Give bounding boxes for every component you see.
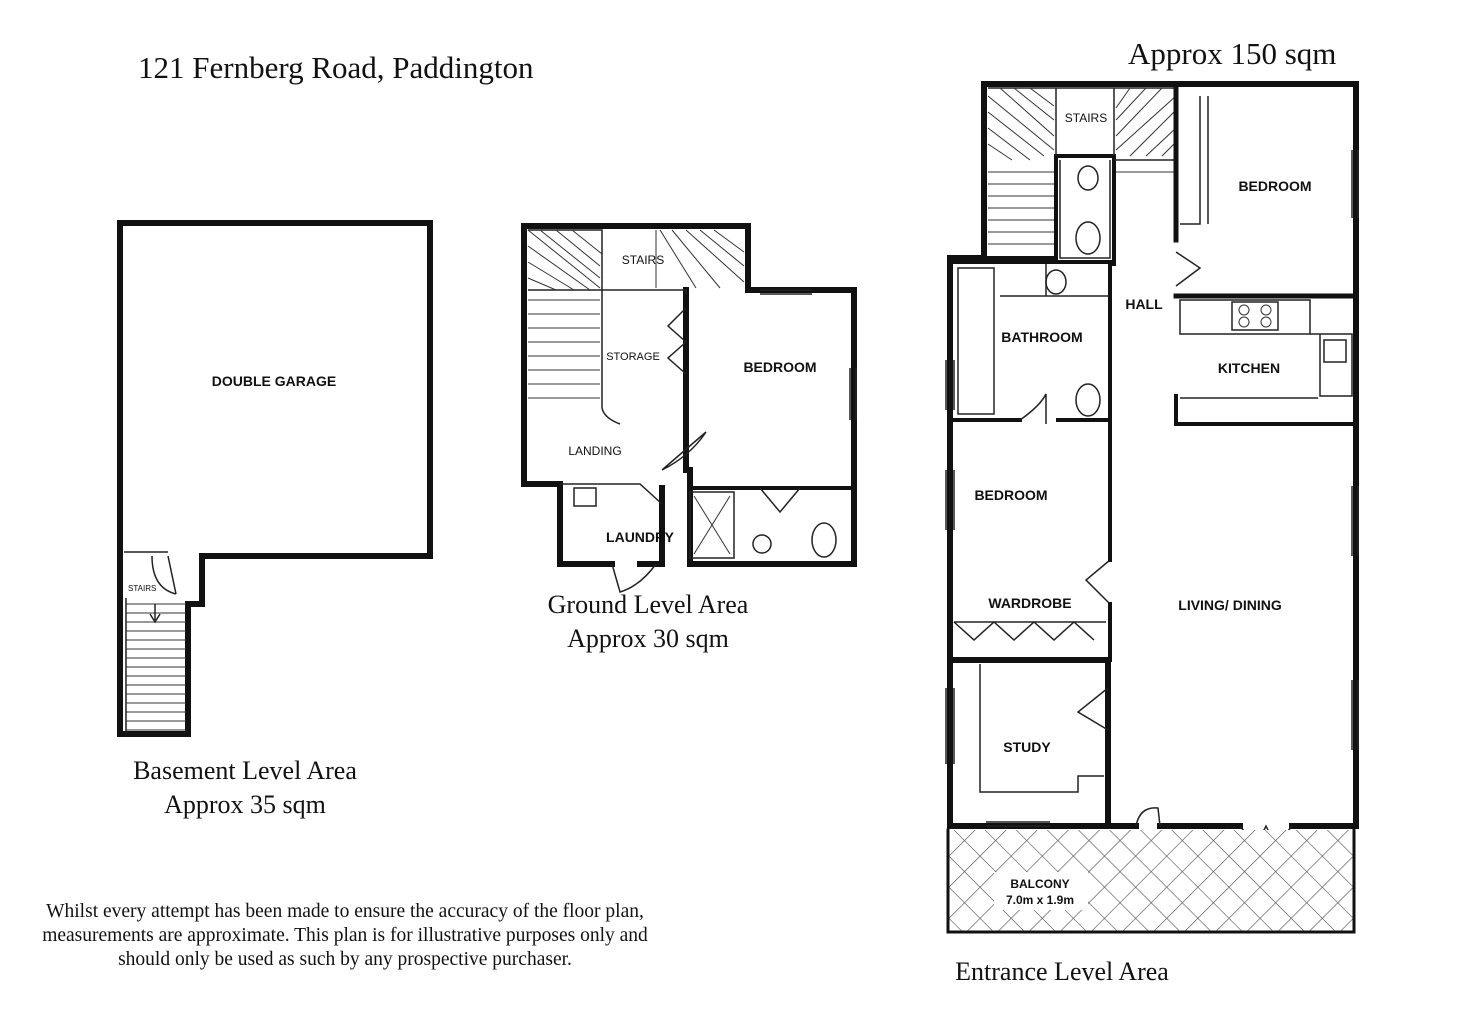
study-door — [1078, 688, 1108, 730]
laundry-door — [612, 564, 656, 592]
bathroom-door — [1020, 394, 1046, 424]
basement-area-name: Basement Level Area — [133, 756, 357, 785]
basement-area-size: Approx 35 sqm — [164, 790, 326, 819]
entry-door — [1136, 808, 1160, 826]
room-hall: HALL — [1125, 296, 1163, 312]
robe-doors — [1180, 96, 1208, 224]
entrance-plan — [946, 84, 1358, 932]
ground-area-name: Ground Level Area — [547, 590, 749, 619]
bathtub — [958, 268, 994, 414]
bathroom-basin — [1046, 270, 1066, 294]
room-bathroom: BATHROOM — [1001, 329, 1083, 345]
room-kitchen: KITCHEN — [1217, 360, 1281, 376]
room-landing: LANDING — [568, 444, 622, 458]
basement-walls — [120, 223, 430, 734]
ground-area-size: Approx 30 sqm — [567, 624, 729, 653]
wardrobe-doors — [954, 622, 1094, 640]
room-balcony: BALCONY — [1010, 877, 1070, 891]
room-laundry: LAUNDRY — [606, 529, 674, 545]
powder-toilet — [1076, 222, 1100, 254]
basement-stair-treads — [126, 598, 186, 734]
disclaimer: Whilst every attempt has been made to ensure the accuracy of the floor plan, measurements are approximate. This plan is for illustrative purposes only and should only be used as such by any prospective purchaser. — [42, 901, 648, 970]
room-ground-stairs: STAIRS — [621, 253, 665, 267]
room-bedroom-2: BEDROOM — [974, 487, 1048, 503]
powder-basin — [1078, 166, 1098, 190]
study-desk — [980, 664, 1104, 792]
room-living-dining: LIVING/ DINING — [1178, 597, 1282, 613]
entrance-walls-main — [984, 84, 1356, 826]
room-double-garage: DOUBLE GARAGE — [211, 373, 337, 389]
basement-plan — [120, 223, 430, 734]
room-wardrobe: WARDROBE — [988, 595, 1072, 611]
room-main-bedroom: BEDROOM — [1238, 178, 1312, 194]
balcony-dimensions: 7.0m x 1.9m — [1005, 893, 1075, 907]
bathroom-toilet — [1076, 384, 1100, 416]
cooktop — [1232, 302, 1278, 330]
bedroom-door — [760, 488, 800, 512]
entrance-area-name: Entrance Level Area — [955, 957, 1169, 986]
room-ground-bedroom: BEDROOM — [743, 359, 817, 375]
ensuite-toilet — [812, 523, 836, 557]
ensuite-basin — [753, 535, 771, 553]
kitchen-sink — [1324, 340, 1346, 362]
room-study: STUDY — [1003, 739, 1051, 755]
laundry-tub — [574, 488, 596, 506]
room-entrance-stairs: STAIRS — [1064, 111, 1108, 125]
room-basement-stairs: STAIRS — [128, 584, 157, 593]
room-storage: STORAGE — [606, 351, 660, 363]
ground-plan — [524, 226, 856, 592]
bedroom-door-swing — [1176, 252, 1200, 286]
property-address: 121 Fernberg Road, Paddington — [138, 50, 534, 85]
bedroom2-door — [1086, 560, 1110, 604]
entrance-area-size: Approx 150 sqm — [1128, 36, 1337, 71]
